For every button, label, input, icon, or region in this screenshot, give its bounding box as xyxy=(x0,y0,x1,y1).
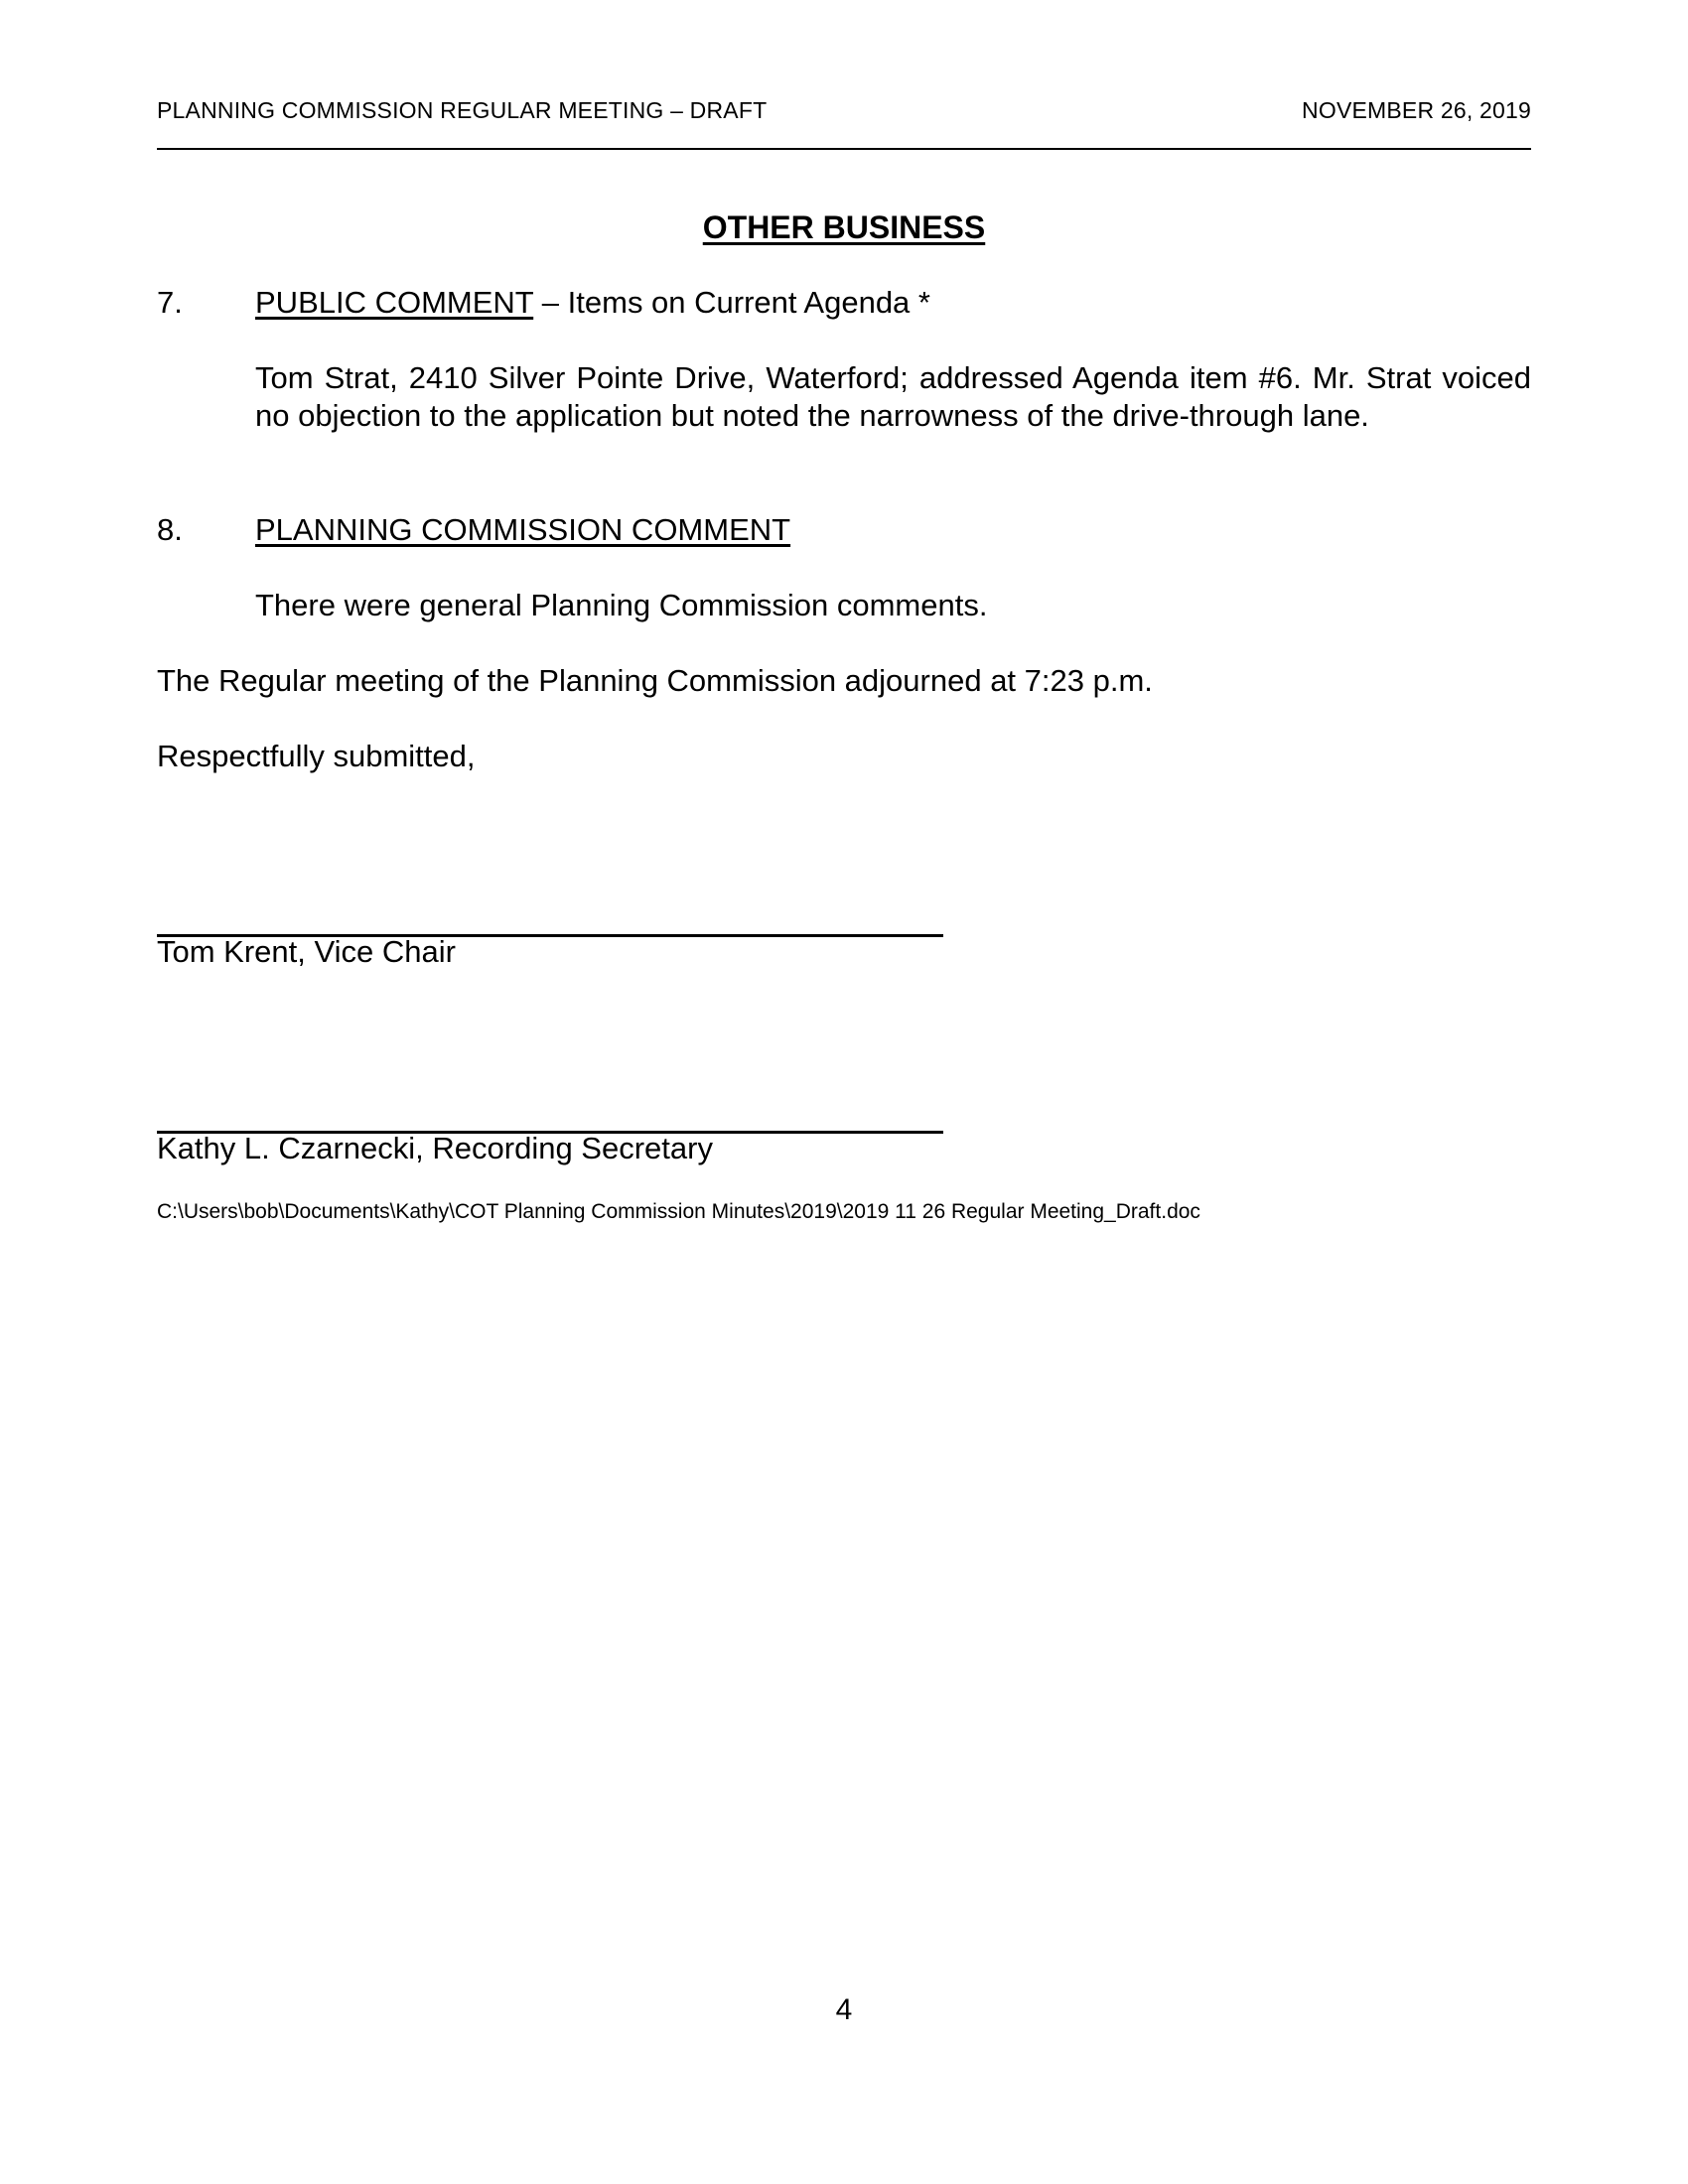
header-title: PLANNING COMMISSION REGULAR MEETING – DRAFT xyxy=(157,97,768,123)
closing-salutation: Respectfully submitted, xyxy=(157,739,476,773)
adjournment-statement: The Regular meeting of the Planning Commission adjourned at 7:23 p.m. xyxy=(157,663,1153,698)
item-heading-commission-comment xyxy=(255,511,790,549)
file-path: C:\Users\bob\Documents\Kathy\COT Planning Commission Minutes\2019\2019 11 26 Regular Meeting_Draft.doc xyxy=(157,1200,1200,1223)
item-heading-suffix: – Items on Current Agenda * xyxy=(533,285,930,320)
page-number: 4 xyxy=(835,1993,853,2026)
item-number-8: 8. xyxy=(157,512,183,547)
section-title xyxy=(0,209,1688,246)
item-heading-text: PLANNING COMMISSION COMMENT xyxy=(255,512,791,547)
item-heading-text: PUBLIC COMMENT xyxy=(255,285,534,320)
signatory-recording-secretary: Kathy L. Czarnecki, Recording Secretary xyxy=(157,1131,713,1165)
commission-comment-paragraph: There were general Planning Commission comments. xyxy=(255,588,988,622)
header-date: NOVEMBER 26, 2019 xyxy=(1302,97,1531,123)
section-title-text: OTHER BUSINESS xyxy=(702,209,986,245)
item-heading-public-comment xyxy=(255,284,930,322)
header-divider xyxy=(157,148,1531,150)
item-number-7: 7. xyxy=(157,285,183,320)
signatory-vice-chair: Tom Krent, Vice Chair xyxy=(157,934,456,969)
public-comment-paragraph: Tom Strat, 2410 Silver Pointe Drive, Waterford; addressed Agenda item #6. Mr. Strat voiced no objection to the application but noted the narrowness of the drive-through lane. xyxy=(255,360,1531,433)
